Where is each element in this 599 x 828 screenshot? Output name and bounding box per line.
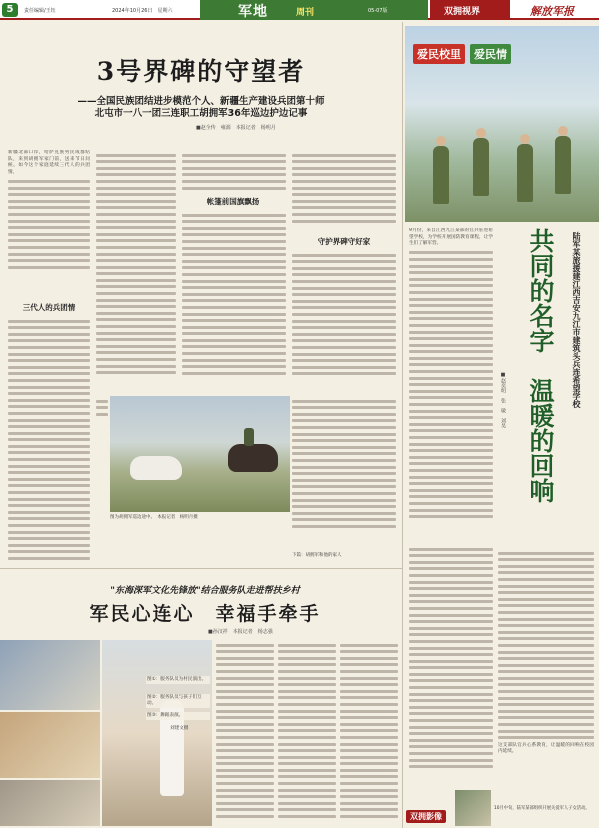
photo-strip-label: 双拥影像	[406, 810, 446, 823]
article2-kicker: "东海深军文化先锋放"结合服务队走进帮扶乡村	[110, 586, 300, 596]
soldier-head	[436, 136, 446, 146]
feature-badge-b: 爱民情	[470, 44, 511, 64]
article-column-3a	[182, 150, 286, 194]
feature-column-2	[409, 544, 493, 806]
horse-patrol-photo	[110, 396, 290, 512]
issue-pages: 05-07版	[368, 8, 388, 14]
soldier-figure	[555, 136, 571, 194]
article-column-1	[8, 150, 90, 298]
article-footnote: 下篇：胡拥军和他的家人	[292, 553, 342, 558]
feature-column-1	[409, 228, 493, 540]
feature-subtitle: 陆军某旅援建江西吉安九江市建筑头兵连希望学校	[572, 232, 581, 408]
soldier-head	[558, 126, 568, 136]
performance-photo	[0, 640, 100, 710]
article-column-1b	[8, 316, 90, 566]
article-subtitle-1: ——全国民族团结进步模范个人、新疆生产建设兵团第十师	[77, 96, 325, 107]
feature-badge-a: 爱民校里	[413, 44, 465, 64]
article-column-4b	[292, 250, 396, 390]
article-byline: ■赵全传 雍源 本报记者 杨明月	[196, 125, 276, 131]
rider	[244, 428, 254, 446]
photo-caption-c: 图③：舞蹈表演。	[146, 712, 210, 720]
week-label: 周刊	[296, 8, 315, 18]
dance-photo	[102, 640, 212, 826]
page-number: 5	[2, 3, 18, 17]
article2-column-3	[340, 640, 398, 826]
article2-byline: ■孙汉祥 本报记者 杨志强	[208, 629, 273, 635]
article-column-3b	[182, 210, 286, 390]
article2-title: 军民心连心 幸福手牵手	[89, 603, 321, 625]
column-divider	[402, 22, 403, 828]
section-heading-1: 三代人的兵团情	[22, 303, 76, 312]
editor-credit: 责任编辑/王钰	[24, 8, 56, 14]
photographer-credit: 刘建文摄	[170, 726, 189, 731]
village-photo	[0, 780, 100, 826]
soldier-figure	[473, 138, 489, 196]
newspaper-logo: 解放军报	[530, 5, 574, 18]
white-horse	[130, 456, 182, 480]
text-lines	[8, 180, 90, 269]
photo-caption-a: 图①：服务队员为村民演出。	[146, 676, 210, 684]
strip-photo	[455, 790, 491, 826]
photo-caption: 图为胡拥军巡边途中。 本报记者 杨明月摄	[110, 515, 198, 520]
section-divider	[0, 568, 402, 569]
feature-closing: 这支部队官兵心系教育，让温暖的回响在校园内延续。	[498, 742, 594, 755]
article-column-2	[96, 150, 176, 390]
article-subtitle-2: 北屯市一八一团三连职工胡拥军36年巡边护边记事	[94, 108, 308, 119]
article2-column-1	[216, 640, 274, 826]
dark-horse	[228, 444, 278, 472]
feature-title: 共同的名字 温暖的回响	[526, 228, 555, 503]
article-title: 3号界碑的守望者	[96, 57, 306, 86]
article-column-2b	[96, 396, 108, 556]
interaction-photo	[0, 712, 100, 778]
soldier-head	[520, 134, 530, 144]
article-column-4a	[292, 150, 396, 232]
soldier-figure	[517, 144, 533, 202]
feature-column-3	[498, 548, 594, 778]
brand-name: 军地	[238, 4, 268, 20]
section-heading-3: 守护界碑守好家	[317, 237, 371, 246]
soldier-head	[476, 128, 486, 138]
feature-lead: 9月份，来自江西九江某部的官兵驻进希望学校，为学校开展国防教育课程，让学生们了解军营。	[409, 228, 493, 247]
photo-caption-b: 图②：服务队员与孩子们互动。	[146, 694, 210, 708]
issue-date: 2024年10月26日 星期六	[112, 8, 173, 14]
lead-paragraph: 新疆北部口岸，哈萨克族男民成群结队，来到胡拥军家门前，送来节日问候。如今这个家庭延续三代人的兵团情。	[8, 150, 90, 175]
article2-column-2	[278, 640, 336, 826]
strip-caption: 10月中旬，陆军某部组织开展关爱军人子女活动。	[494, 806, 590, 811]
section-heading-2: 帐篷前国旗飘扬	[206, 197, 260, 206]
soldier-figure	[433, 146, 449, 204]
feature-byline: ■赵奕明 张 敏 刘昊	[500, 372, 506, 428]
section-name: 双拥视界	[444, 7, 481, 17]
article-column-4c	[292, 396, 396, 546]
